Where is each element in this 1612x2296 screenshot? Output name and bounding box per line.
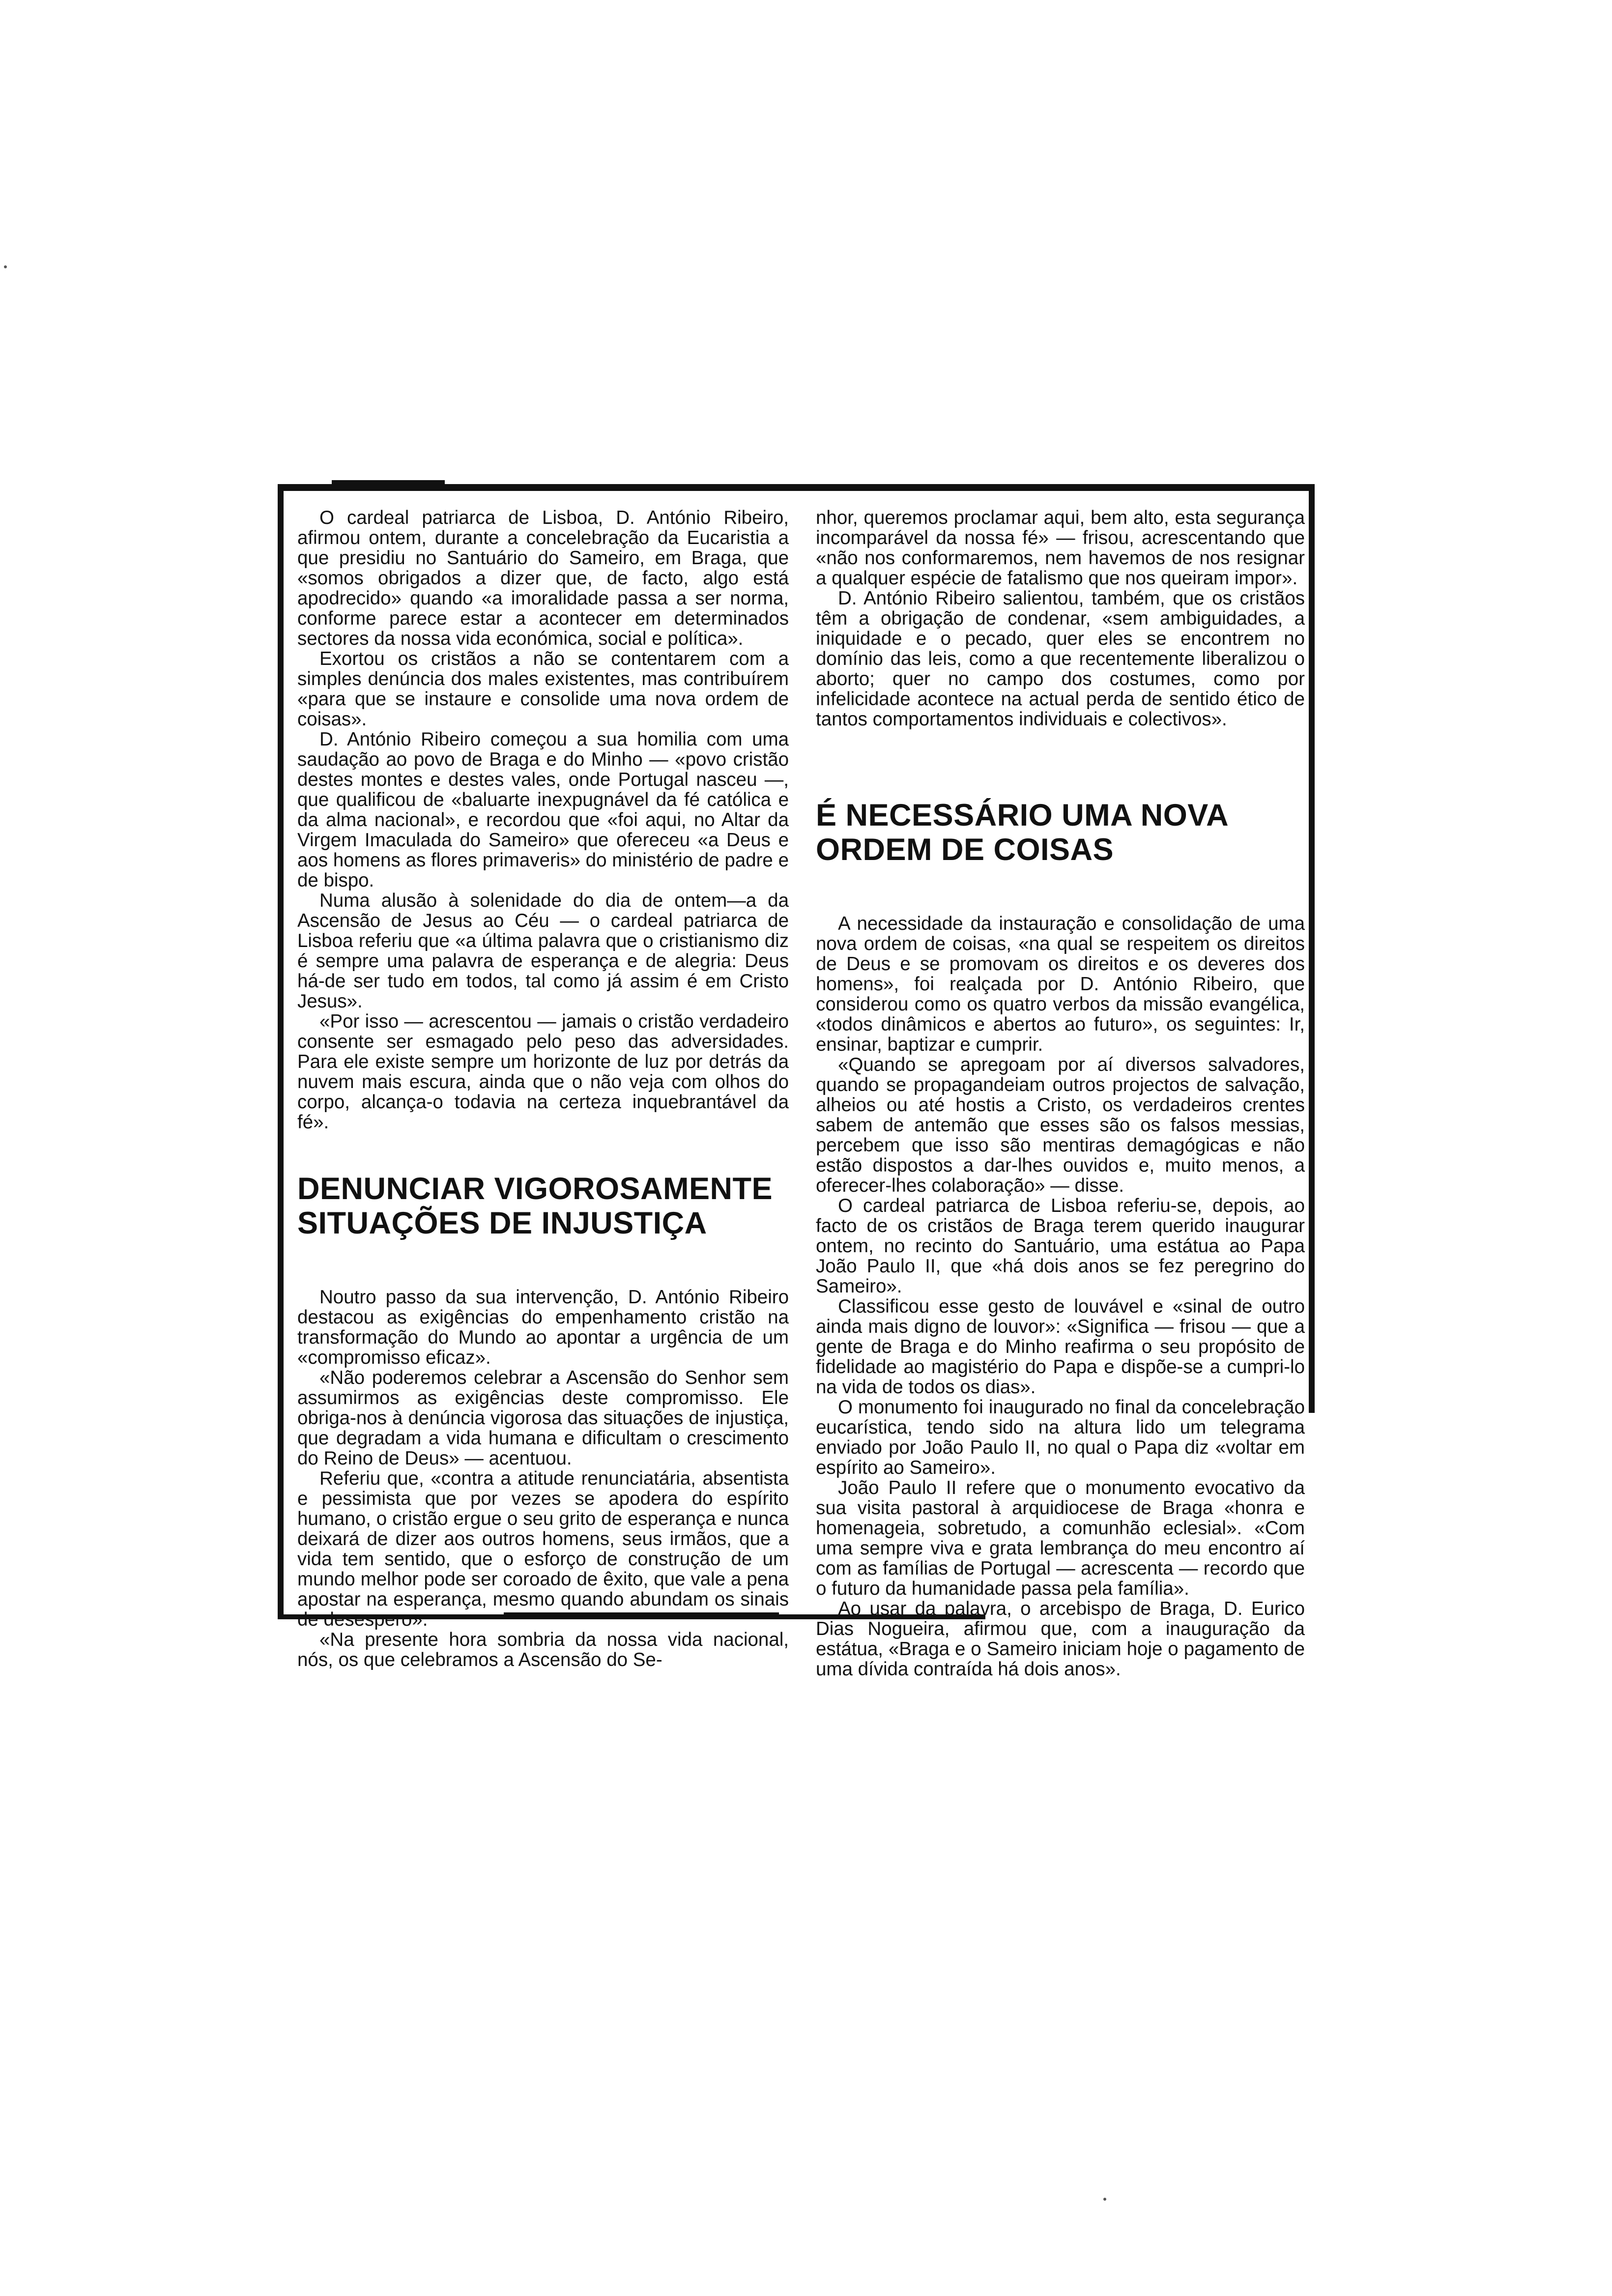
- subheading-nova-ordem: É NECESSÁRIO UMA NOVA ORDEM DE COISAS: [816, 798, 1228, 867]
- article-paragraph: Exortou os cristãos a não se contentarem com a simples denúncia dos males existentes, mas contribuírem «para que se instaure e consolide uma nova ordem de coisas».: [297, 648, 789, 730]
- clipping-left-rule: [278, 484, 284, 1614]
- article-paragraph: O cardeal patriarca de Lisboa, D. António Ribeiro, afirmou ontem, durante a concelebração da Eucaristia a que presidiu no Santuário do Sameiro, em Braga, que «somos obrigados a dizer que, de facto, algo está apodrecido» quando «a imoralidade passa a ser norma, conforme parece estar a acontecer em determinados sectores da nossa vida económica, social e política».: [297, 507, 789, 649]
- article-paragraph: Noutro passo da sua intervenção, D. António Ribeiro destacou as exigências do empenhamento cristão na transformação do Mundo ao apontar a urgência de um «compromisso eficaz».: [297, 1287, 789, 1368]
- article-paragraph: «Quando se apregoam por aí diversos salvadores, quando se propagandeiam outros projectos de salvação, alheios ou até hostis a Cristo, os verdadeiros crentes sabem de antemão que esses são os falsos messias, percebem que isso são mentiras demagógicas e não estão dispostos a dar-lhes ouvidos e, muito menos, a oferecer-lhes colaboração» — disse.: [816, 1054, 1305, 1196]
- article-paragraph: João Paulo II refere que o monumento evocativo da sua visita pastoral à arquidiocese de Braga «honra e homenageia, sobretudo, a comunhão eclesial». «Com uma sempre viva e grata lembrança do meu encontro aí com as famílias de Portugal — acrescenta — recordo que o futuro da humanidade passa pela família».: [816, 1477, 1305, 1599]
- article-paragraph: Numa alusão à solenidade do dia de ontem—a da Ascensão de Jesus ao Céu — o cardeal patriarca de Lisboa referiu que «a última palavra que o cristianismo diz é sempre uma palavra de esperança e de alegria: Deus há-de ser tudo em todos, tal como já assim é em Cristo Jesus».: [297, 890, 789, 1012]
- article-paragraph: A necessidade da instauração e consolidação de uma nova ordem de coisas, «na qual se respeitem os direitos de Deus e se promovam os direitos e os deveres dos homens», foi realçada por D. António Ribeiro, que considerou como os quatro verbos da missão evangélica, «todos dinâmicos e abertos ao futuro», os seguintes: Ir, ensinar, baptizar e cumprir.: [816, 913, 1305, 1055]
- scan-speck: [1103, 2198, 1106, 2201]
- article-paragraph: D. António Ribeiro salientou, também, que os cristãos têm a obrigação de condenar, «sem ambiguidades, a iniquidade e o pecado, quer eles se encontrem no domínio das leis, como a que recentemente liberalizou o aborto; quer no campo dos costumes, como por infelicidade acontece na actual perda de sentido ético de tantos comportamentos individuais e colectivos».: [816, 588, 1305, 730]
- clipping-right-rule: [1309, 484, 1315, 1413]
- article-paragraph: «Na presente hora sombria da nossa vida nacional, nós, os que celebramos a Ascensão do Se-: [297, 1629, 789, 1670]
- article-paragraph: O cardeal patriarca de Lisboa referiu-se, depois, ao facto de os cristãos de Braga terem querido inaugurar ontem, no recinto do Santuário, uma estátua ao Papa João Paulo II, que «há dois anos se fez peregrino do Sameiro».: [816, 1195, 1305, 1297]
- article-paragraph: D. António Ribeiro começou a sua homilia com uma saudação ao povo de Braga e do Minho — «povo cristão destes montes e destes vales, onde Portugal nasceu —, que qualificou de «baluarte inexpugnável da fé católica e da alma nacional», e recordou que «foi aqui, no Altar da Virgem Imaculada do Sameiro» que ofereceu «a Deus e aos homens as flores primaveris» do ministério de padre e de bispo.: [297, 729, 789, 891]
- article-paragraph: «Por isso — acrescentou — jamais o cristão verdadeiro consente ser esmagado pelo peso das adversidades. Para ele existe sempre um horizonte de luz por detrás da nuvem mais escura, ainda que o não veja com olhos do corpo, alcança-o todavia na certeza inquebrantável da fé».: [297, 1011, 789, 1133]
- article-paragraph: «Não poderemos celebrar a Ascensão do Senhor sem assumirmos as exigências deste compromisso. Ele obriga-nos à denúncia vigorosa das situações de injustiça, que degradam a vida humana e dificultam o crescimento do Reino de Deus» — acentuou.: [297, 1367, 789, 1469]
- article-paragraph: O monumento foi inaugurado no final da concelebração eucarística, tendo sido na altura lido um telegrama enviado por João Paulo II, no qual o Papa diz «voltar em espírito ao Sameiro».: [816, 1397, 1305, 1478]
- article-right-column: [816, 508, 1305, 1679]
- scan-speck: [4, 265, 7, 268]
- article-paragraph: Referiu que, «contra a atitude renunciatária, absentista e pessimista que por vezes se apodera do espírito humano, o cristão ergue o seu grito de esperança e nunca deixará de dizer aos outros homens, seus irmãos, que a vida tem sentido, que o esforço de construção de um mundo melhor pode ser coroado de êxito, que vale a pena apostar na esperança, mesmo quando abundam os sinais de desespero».: [297, 1468, 789, 1630]
- subheading-denunciar: DENUNCIAR VIGOROSAMENTE SITUAÇÕES DE INJUSTIÇA: [297, 1172, 773, 1240]
- article-paragraph: Classificou esse gesto de louvável e «sinal de outro ainda mais digno de louvor»: «Significa — frisou — que a gente de Braga e do Minho reafirma o seu propósito de fidelidade ao magistério do Papa e dispõe-se a cumpri-lo na vida de todos os dias».: [816, 1296, 1305, 1398]
- article-left-column: [297, 508, 789, 1670]
- clipping-top-rule: [278, 484, 1315, 491]
- article-paragraph: Ao usar da palavra, o arcebispo de Braga, D. Eurico Dias Nogueira, afirmou que, com a inauguração da estátua, «Braga e o Sameiro iniciam hoje o pagamento de uma dívida contraída há dois anos».: [816, 1598, 1305, 1680]
- article-paragraph-continued: nhor, queremos proclamar aqui, bem alto, esta segurança incomparável da nossa fé» — frisou, acrescentando que «não nos conformaremos, nem havemos de nos resignar a qualquer espécie de fatalismo que nos queiram impor».: [816, 507, 1305, 589]
- newspaper-clipping: [278, 484, 1315, 1680]
